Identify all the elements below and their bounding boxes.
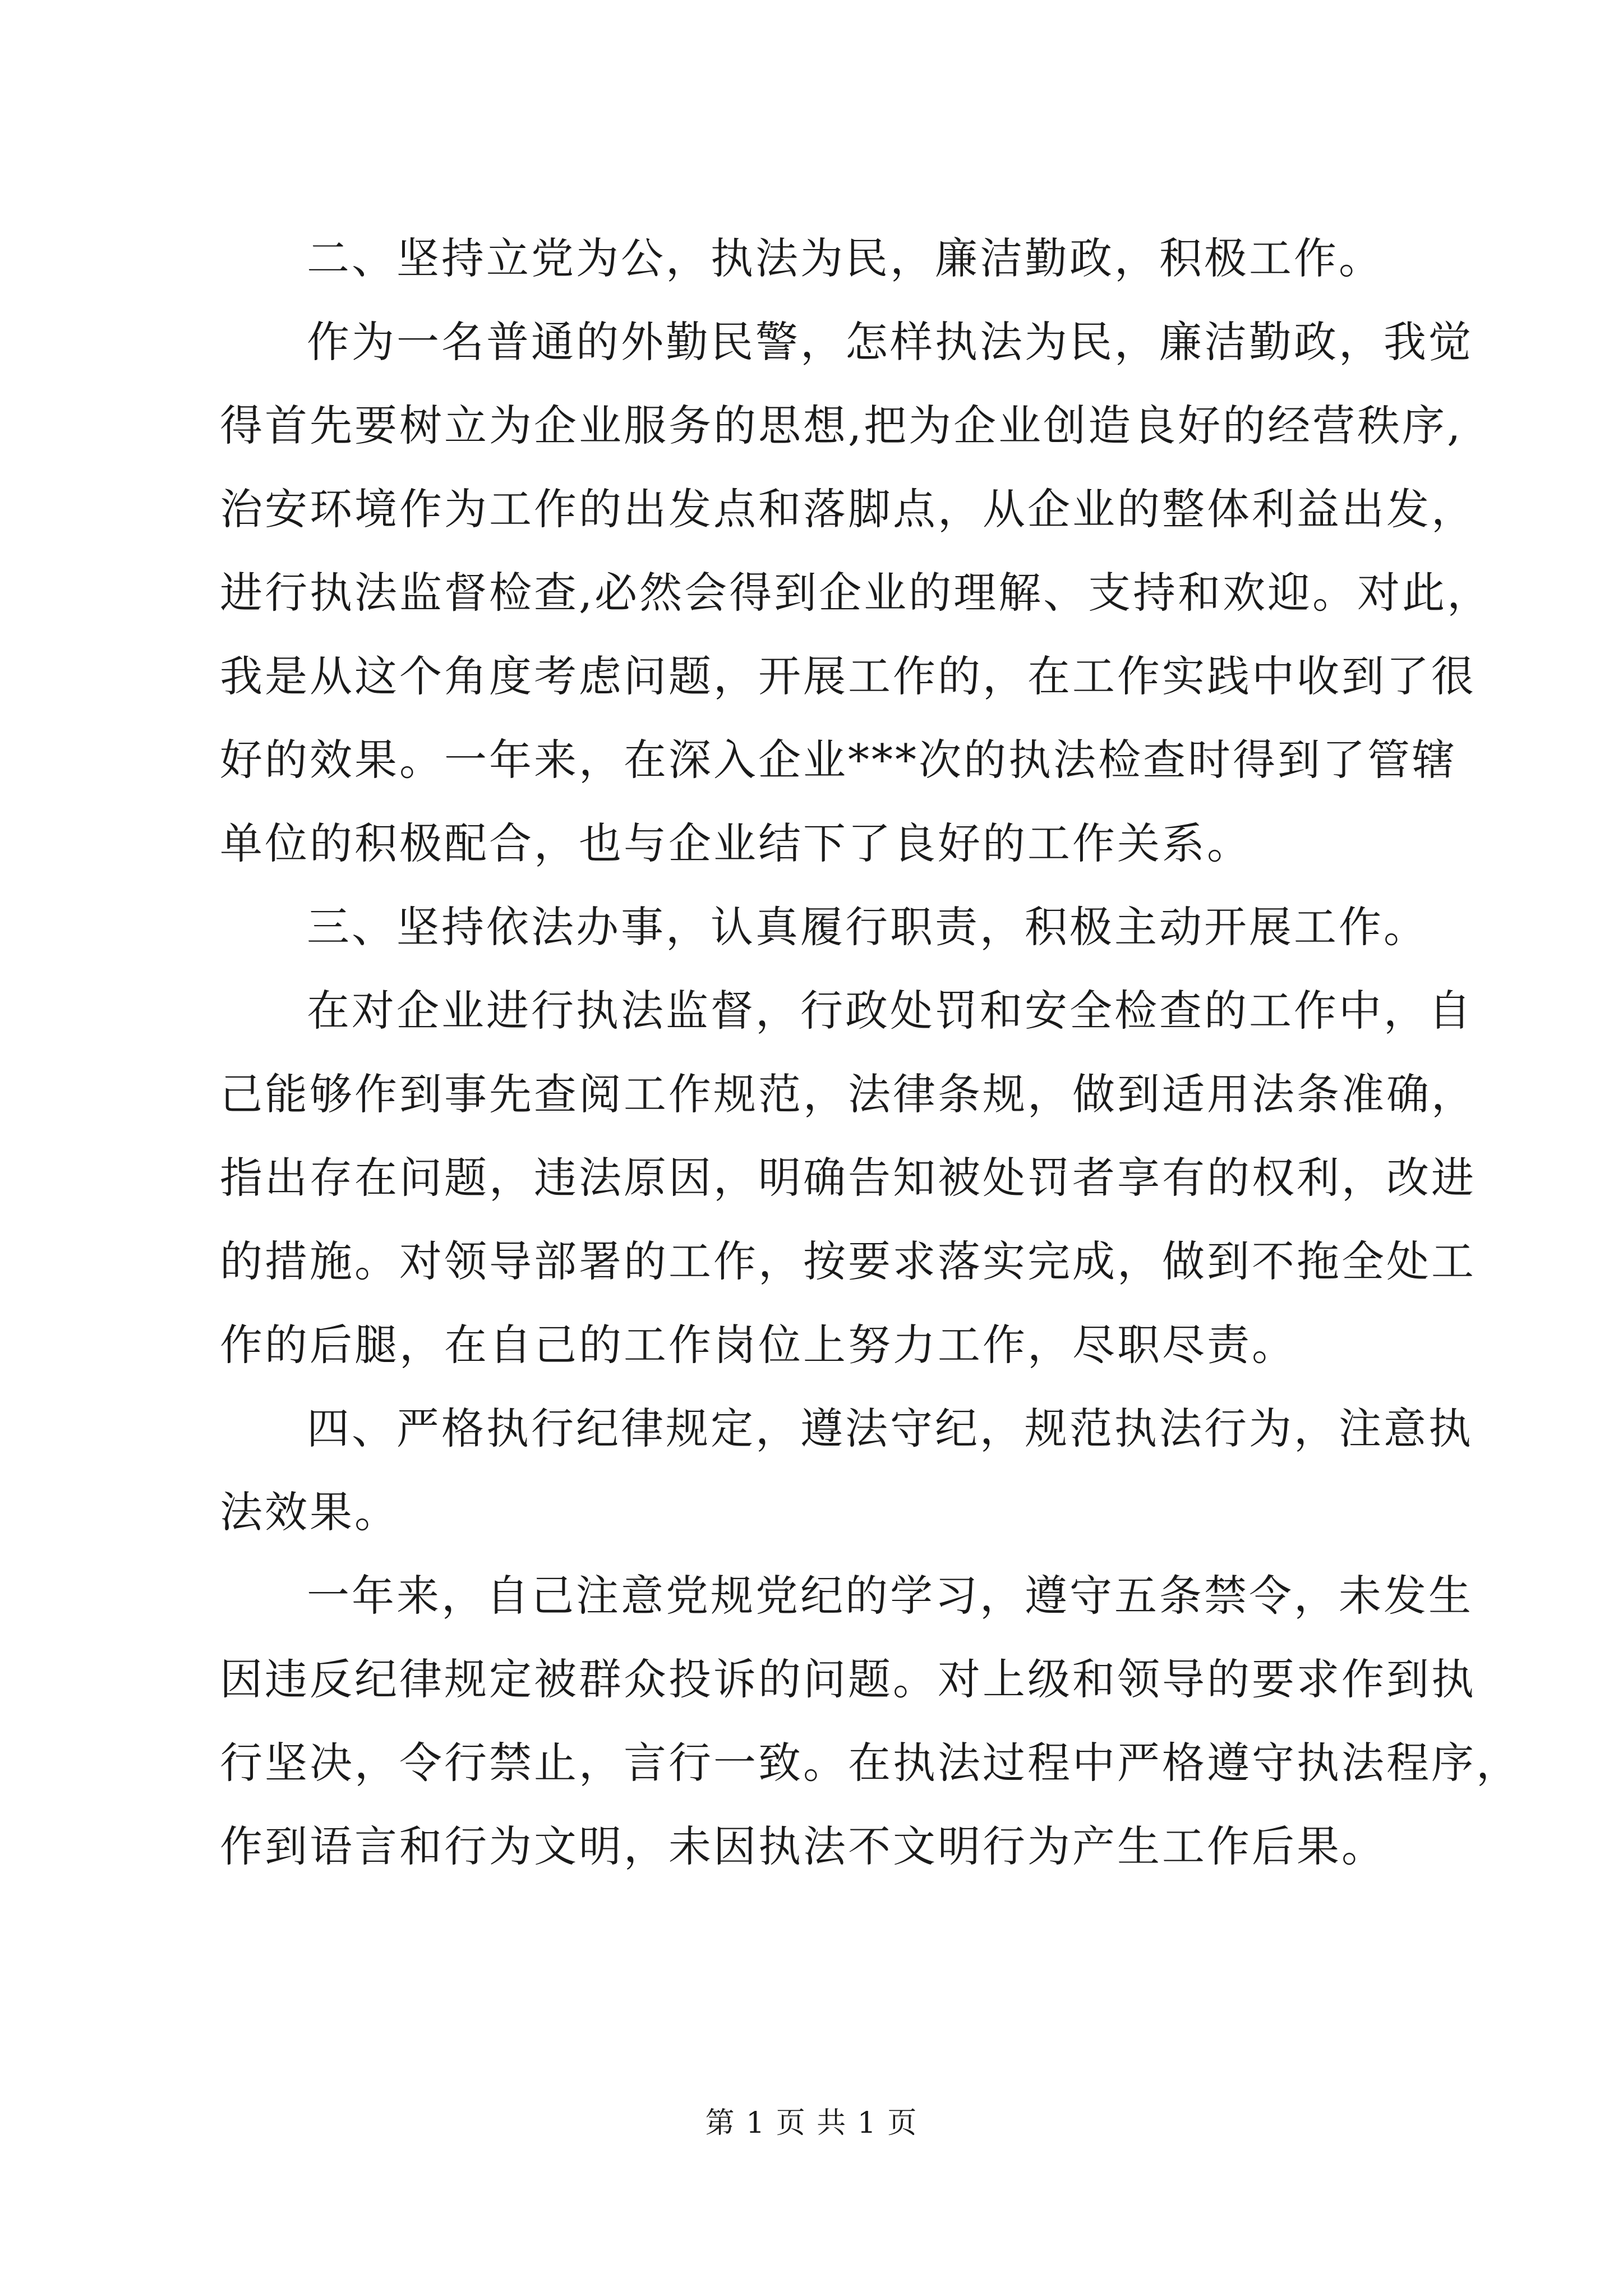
section-heading-4-continued: 法效果。 bbox=[220, 1487, 399, 1537]
paragraph-line: 作到语言和行为文明，未因执法不文明行为产生工作后果。 bbox=[220, 1821, 1386, 1871]
paragraph-line: 作为一名普通的外勤民警，怎样执法为民，廉洁勤政，我觉 bbox=[307, 317, 1473, 367]
paragraph-line: 治安环境作为工作的出发点和落脚点，从企业的整体利益出发， bbox=[220, 484, 1476, 534]
paragraph-line: 我是从这个角度考虑问题，开展工作的，在工作实践中收到了很 bbox=[220, 651, 1476, 701]
paragraph-line: 得首先要树立为企业服务的思想,把为企业创造良好的经营秩序, bbox=[220, 401, 1463, 450]
section-heading-3: 三、坚持依法办事，认真履行职责，积极主动开展工作。 bbox=[307, 902, 1428, 952]
paragraph-line: 进行执法监督检查,必然会得到企业的理解、支持和欢迎。对此， bbox=[220, 568, 1492, 618]
section-heading-4: 四、严格执行纪律规定，遵法守纪，规范执法行为，注意执 bbox=[307, 1404, 1473, 1453]
paragraph-line: 在对企业进行执法监督，行政处罚和安全检查的工作中，自 bbox=[307, 986, 1473, 1036]
paragraph-line: 的措施。对领导部署的工作，按要求落实完成，做到不拖全处工 bbox=[220, 1236, 1476, 1286]
paragraph-line: 己能够作到事先查阅工作规范，法律条规，做到适用法条准确， bbox=[220, 1069, 1476, 1119]
page-number-footer: 第 1 页 共 1 页 bbox=[705, 2106, 918, 2140]
paragraph-line: 行坚决，令行禁止，言行一致。在执法过程中严格遵守执法程序， bbox=[220, 1738, 1521, 1788]
section-heading-2: 二、坚持立党为公，执法为民，廉洁勤政，积极工作。 bbox=[307, 233, 1384, 283]
paragraph-line: 作的后腿，在自己的工作岗位上努力工作，尽职尽责。 bbox=[220, 1320, 1297, 1370]
document-body bbox=[220, 233, 1521, 1909]
paragraph-line: 指出存在问题，违法原因，明确告知被处罚者享有的权利，改进 bbox=[220, 1153, 1476, 1203]
paragraph-line: 好的效果。一年来，在深入企业***次的执法检查时得到了管辖 bbox=[220, 735, 1457, 785]
paragraph-line: 单位的积极配合，也与企业结下了良好的工作关系。 bbox=[220, 818, 1252, 868]
paragraph-line: 一年来，自己注意党规党纪的学习，遵守五条禁令，未发生 bbox=[307, 1571, 1473, 1621]
paragraph-line: 因违反纪律规定被群众投诉的问题。对上级和领导的要求作到执 bbox=[220, 1654, 1476, 1704]
